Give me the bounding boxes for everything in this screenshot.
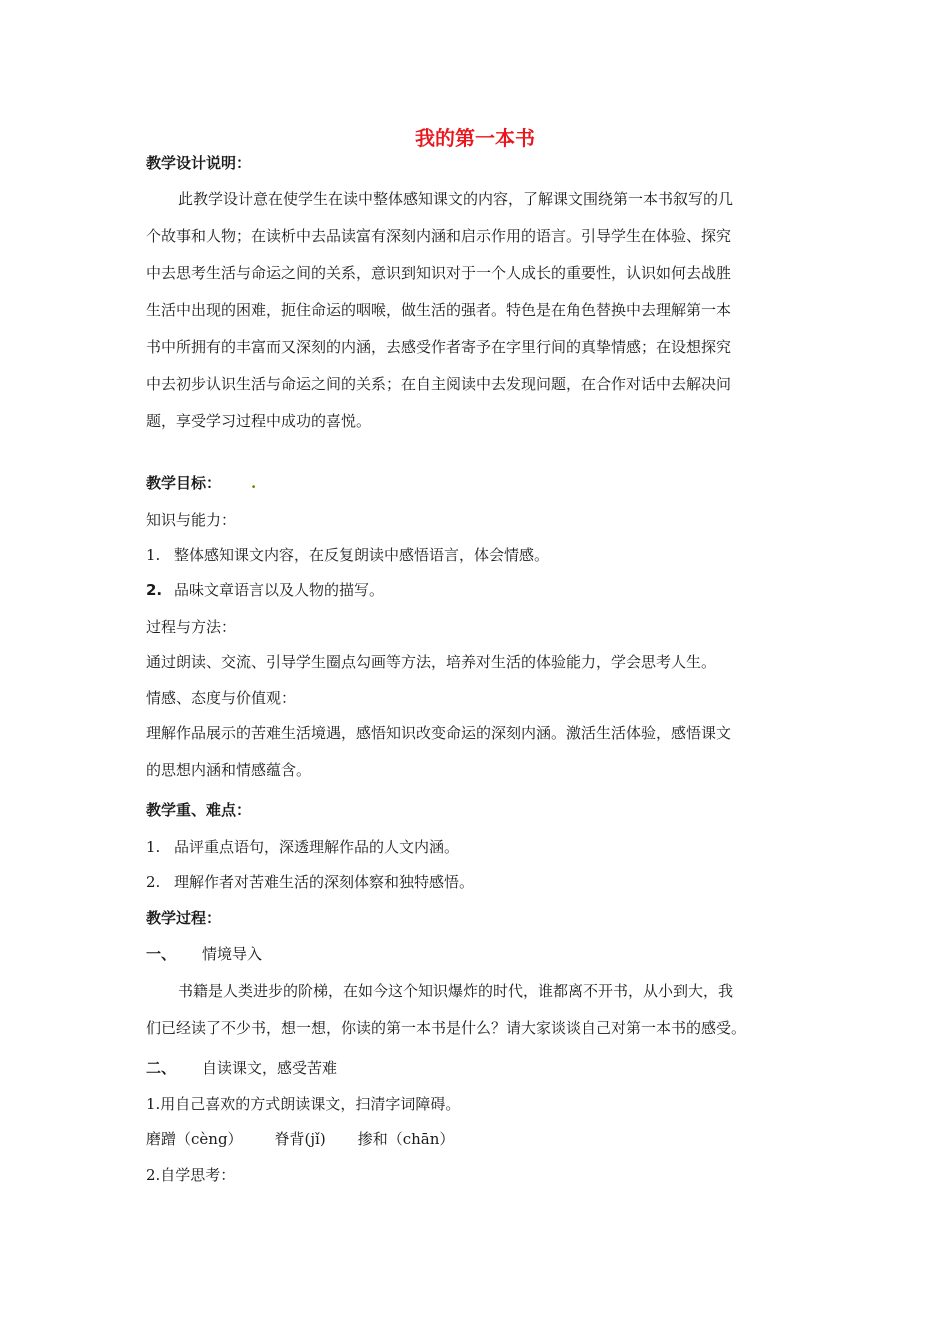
stray-dot: . bbox=[251, 474, 257, 492]
key-item bbox=[146, 871, 474, 893]
item-number: 2. bbox=[146, 873, 161, 891]
section-1-line: 们已经读了不少书，想一想，你读的第一本书是什么？请大家谈谈自己对第一本书的感受。 bbox=[146, 1019, 747, 1037]
design-heading: 教学设计说明： bbox=[146, 154, 252, 172]
goals-heading-row bbox=[146, 472, 256, 494]
knowledge-heading: 知识与能力： bbox=[146, 511, 237, 529]
knowledge-item bbox=[146, 544, 549, 566]
emotion-line: 的思想内涵和情感蕴含。 bbox=[146, 761, 312, 779]
item-text: 理解作者对苦难生活的深刻体察和独特感悟。 bbox=[174, 873, 475, 891]
design-line: 中去初步认识生活与命运之间的关系；在自主阅读中去发现问题，在合作对话中去解决问 bbox=[146, 375, 732, 393]
section-number: 一、 bbox=[146, 945, 177, 963]
goals-heading: 教学目标： bbox=[146, 474, 222, 492]
emotion-paragraph bbox=[146, 722, 806, 796]
item-number: 2. bbox=[146, 581, 163, 599]
vocab-word: 掺和（chān） bbox=[357, 1130, 455, 1148]
key-heading: 教学重、难点： bbox=[146, 801, 252, 819]
section-title: 情境导入 bbox=[202, 945, 263, 963]
section-title: 自读课文，感受苦难 bbox=[202, 1059, 338, 1077]
design-line: 题，享受学习过程中成功的喜悦。 bbox=[146, 412, 372, 430]
item-text: 品评重点语句，深透理解作品的人文内涵。 bbox=[174, 838, 460, 856]
design-line: 生活中出现的困难，扼住命运的咽喉，做生活的强者。特色是在角色替换中去理解第一本 bbox=[146, 301, 732, 319]
design-line: 书中所拥有的丰富而又深刻的内涵，去感受作者寄予在字里行间的真挚情感；在设想探究 bbox=[146, 338, 732, 356]
section-number: 二、 bbox=[146, 1059, 177, 1077]
step-2: 2.自学思考： bbox=[146, 1166, 236, 1184]
document-title: 我的第一本书 bbox=[415, 126, 535, 150]
process-text: 通过朗读、交流、引导学生圈点勾画等方法，培养对生活的体验能力，学会思考人生。 bbox=[146, 653, 717, 671]
section-1-heading bbox=[146, 943, 262, 965]
design-line: 此教学设计意在使学生在读中整体感知课文的内容，了解课文围绕第一本书叙写的几 bbox=[178, 190, 734, 208]
design-line: 中去思考生活与命运之间的关系，意识到知识对于一个人成长的重要性，认识如何去战胜 bbox=[146, 264, 732, 282]
knowledge-item bbox=[146, 579, 384, 601]
process-main-heading: 教学过程： bbox=[146, 909, 222, 927]
vocab-word: 磨蹭（cèng） bbox=[146, 1130, 243, 1148]
item-text: 品味文章语言以及人物的描写。 bbox=[174, 581, 385, 599]
section-2-heading bbox=[146, 1057, 337, 1079]
key-item bbox=[146, 836, 459, 858]
section-1-line: 书籍是人类进步的阶梯，在如今这个知识爆炸的时代，谁都离不开书，从小到大，我 bbox=[178, 982, 734, 1000]
section-1-paragraph bbox=[146, 980, 806, 1054]
emotion-heading: 情感、态度与价值观： bbox=[146, 689, 297, 707]
design-line: 个故事和人物；在读析中去品读富有深刻内涵和启示作用的语言。引导学生在体验、探究 bbox=[146, 227, 732, 245]
item-number: 1. bbox=[146, 546, 161, 564]
vocabulary-row bbox=[146, 1128, 454, 1150]
vocab-word: 脊背(jǐ) bbox=[274, 1130, 326, 1148]
item-number: 1. bbox=[146, 838, 161, 856]
step-1: 1.用自己喜欢的方式朗读课文，扫清字词障碍。 bbox=[146, 1095, 461, 1113]
item-text: 整体感知课文内容，在反复朗读中感悟语言，体会情感。 bbox=[174, 546, 550, 564]
emotion-line: 理解作品展示的苦难生活境遇，感悟知识改变命运的深刻内涵。激活生活体验，感悟课文 bbox=[146, 724, 732, 742]
design-paragraph bbox=[146, 188, 806, 447]
process-heading: 过程与方法： bbox=[146, 618, 237, 636]
